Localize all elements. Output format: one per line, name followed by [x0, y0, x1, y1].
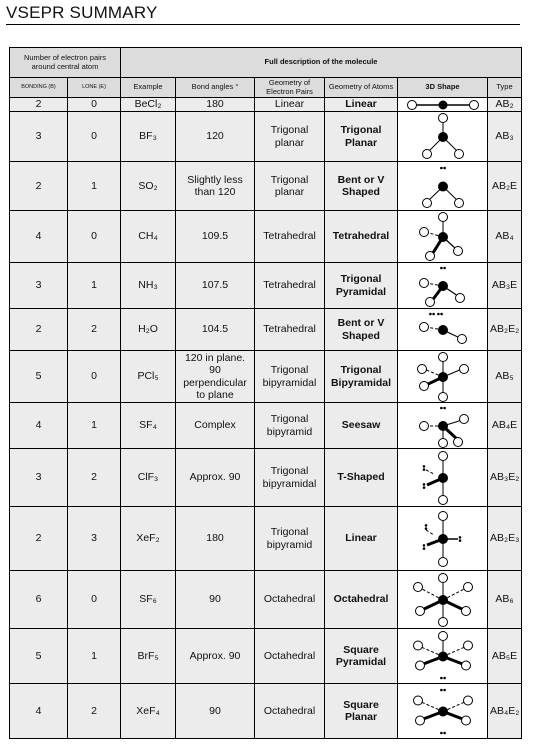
pair-geometry: Trigonal bipyramidal	[255, 351, 325, 403]
bonding-count: 3	[10, 449, 68, 507]
bond-angles: 180	[176, 98, 255, 112]
atom-geometry: Octahedral	[325, 571, 398, 629]
table-row	[10, 403, 522, 449]
bonding-count: 2	[10, 309, 68, 351]
pairs-group-header: Number of electron pairs around central atom	[10, 48, 121, 78]
bonding-count: 4	[10, 684, 68, 739]
trigonal-planar-shape-icon	[398, 112, 488, 162]
table-row	[10, 684, 522, 739]
example-formula: BF₃	[121, 112, 176, 162]
pair-geometry: Octahedral	[255, 629, 325, 684]
bond-angles: 90	[176, 684, 255, 739]
lone-count: 2	[68, 684, 121, 739]
molecule-type: AB₅	[488, 351, 522, 403]
molecule-type: AB₄	[488, 211, 522, 263]
bonding-count: 5	[10, 351, 68, 403]
atom-geometry: Trigonal Pyramidal	[325, 263, 398, 309]
trigonal-bipyramidal-shape-icon	[398, 351, 488, 403]
bonding-count: 2	[10, 507, 68, 571]
example-formula: SF₄	[121, 403, 176, 449]
bond-angles: 90	[176, 571, 255, 629]
molecule-type: AB₂	[488, 98, 522, 112]
pair-geometry: Linear	[255, 98, 325, 112]
molecule-type: AB₆	[488, 571, 522, 629]
example-formula: BrF₅	[121, 629, 176, 684]
molecule-type: AB₃E₂	[488, 449, 522, 507]
bond-angles: 120	[176, 112, 255, 162]
bond-angles: Approx. 90	[176, 449, 255, 507]
lone-count: 1	[68, 263, 121, 309]
table-row	[10, 507, 522, 571]
example-formula: SO₂	[121, 162, 176, 211]
bond-angles: 120 in plane. 90 perpendicular to plane	[176, 351, 255, 403]
lone-count: 0	[68, 98, 121, 112]
pair-geometry: Octahedral	[255, 571, 325, 629]
title-underline	[6, 24, 520, 25]
t-shaped-shape-icon	[398, 449, 488, 507]
geometry-pairs-header: Geometry of Electron Pairs	[255, 78, 325, 98]
bonding-header: BONDING (B)	[10, 78, 68, 98]
bond-angles-header: Bond angles °	[176, 78, 255, 98]
molecule-type: AB₄E₂	[488, 684, 522, 739]
lone-count: 2	[68, 449, 121, 507]
linear-bipyramid-shape-icon	[398, 507, 488, 571]
molecule-type: AB₂E	[488, 162, 522, 211]
bent-shape-icon	[398, 162, 488, 211]
lone-count: 1	[68, 629, 121, 684]
bonding-count: 4	[10, 211, 68, 263]
table-row	[10, 449, 522, 507]
pair-geometry: Trigonal planar	[255, 162, 325, 211]
bent-tetrahedral-shape-icon	[398, 309, 488, 351]
octahedral-shape-icon	[398, 571, 488, 629]
bonding-count: 5	[10, 629, 68, 684]
molecule-type: AB₄E	[488, 403, 522, 449]
bonding-count: 3	[10, 263, 68, 309]
example-formula: SF₆	[121, 571, 176, 629]
description-group-header: Full description of the molecule	[121, 48, 522, 78]
atom-geometry: Trigonal Bipyramidal	[325, 351, 398, 403]
bond-angles: 180	[176, 507, 255, 571]
table-row	[10, 571, 522, 629]
table-row	[10, 263, 522, 309]
pair-geometry: Tetrahedral	[255, 309, 325, 351]
molecule-type: AB₃E	[488, 263, 522, 309]
bonding-count: 2	[10, 98, 68, 112]
table-row	[10, 98, 522, 112]
example-formula: CH₄	[121, 211, 176, 263]
page-title: VSEPR SUMMARY	[6, 3, 158, 22]
geometry-atoms-header: Geometry of Atoms	[325, 78, 398, 98]
table-row	[10, 309, 522, 351]
pair-geometry: Tetrahedral	[255, 263, 325, 309]
atom-geometry: T-Shaped	[325, 449, 398, 507]
bonding-count: 4	[10, 403, 68, 449]
atom-geometry: Bent or V Shaped	[325, 309, 398, 351]
pair-geometry: Trigonal bipyramid	[255, 507, 325, 571]
example-formula: BeCl₂	[121, 98, 176, 112]
tetrahedral-shape-icon	[398, 211, 488, 263]
example-header: Example	[121, 78, 176, 98]
lone-count: 3	[68, 507, 121, 571]
molecule-type: AB₅E	[488, 629, 522, 684]
table-row	[10, 162, 522, 211]
bonding-count: 2	[10, 162, 68, 211]
table-row	[10, 112, 522, 162]
bond-angles: Complex	[176, 403, 255, 449]
table-row	[10, 211, 522, 263]
lone-count: 2	[68, 309, 121, 351]
atom-geometry: Seesaw	[325, 403, 398, 449]
square-planar-shape-icon	[398, 684, 488, 739]
lone-count: 1	[68, 162, 121, 211]
seesaw-shape-icon	[398, 403, 488, 449]
bond-angles: 109.5	[176, 211, 255, 263]
atom-geometry: Trigonal Planar	[325, 112, 398, 162]
example-formula: ClF₃	[121, 449, 176, 507]
bonding-count: 3	[10, 112, 68, 162]
pair-geometry: Octahedral	[255, 684, 325, 739]
lone-header: LONE (E)	[68, 78, 121, 98]
example-formula: XeF₂	[121, 507, 176, 571]
example-formula: NH₃	[121, 263, 176, 309]
lone-count: 0	[68, 211, 121, 263]
molecule-type: AB₂E₃	[488, 507, 522, 571]
bond-angles: 107.5	[176, 263, 255, 309]
lone-count: 1	[68, 403, 121, 449]
table-row	[10, 351, 522, 403]
pair-geometry: Trigonal planar	[255, 112, 325, 162]
lone-count: 0	[68, 112, 121, 162]
example-formula: PCl₅	[121, 351, 176, 403]
bond-angles: 104.5	[176, 309, 255, 351]
lone-count: 0	[68, 351, 121, 403]
trigonal-pyramidal-shape-icon	[398, 263, 488, 309]
molecule-type: AB₂E₂	[488, 309, 522, 351]
atom-geometry: Linear	[325, 98, 398, 112]
pair-geometry: Trigonal bipyramidal	[255, 449, 325, 507]
bond-angles: Slightly less than 120	[176, 162, 255, 211]
atom-geometry: Bent or V Shaped	[325, 162, 398, 211]
pair-geometry: Trigonal bipyramid	[255, 403, 325, 449]
linear-shape-icon	[398, 98, 488, 112]
lone-count: 0	[68, 571, 121, 629]
example-formula: H₂O	[121, 309, 176, 351]
bond-angles: Approx. 90	[176, 629, 255, 684]
bonding-count: 6	[10, 571, 68, 629]
molecule-type: AB₃	[488, 112, 522, 162]
vsepr-table	[9, 47, 522, 739]
shape3d-header: 3D Shape	[398, 78, 488, 98]
atom-geometry: Tetrahedral	[325, 211, 398, 263]
table-row	[10, 629, 522, 684]
pair-geometry: Tetrahedral	[255, 211, 325, 263]
type-header: Type	[488, 78, 522, 98]
atom-geometry: Square Pyramidal	[325, 629, 398, 684]
example-formula: XeF₄	[121, 684, 176, 739]
atom-geometry: Square Planar	[325, 684, 398, 739]
square-pyramidal-shape-icon	[398, 629, 488, 684]
atom-geometry: Linear	[325, 507, 398, 571]
